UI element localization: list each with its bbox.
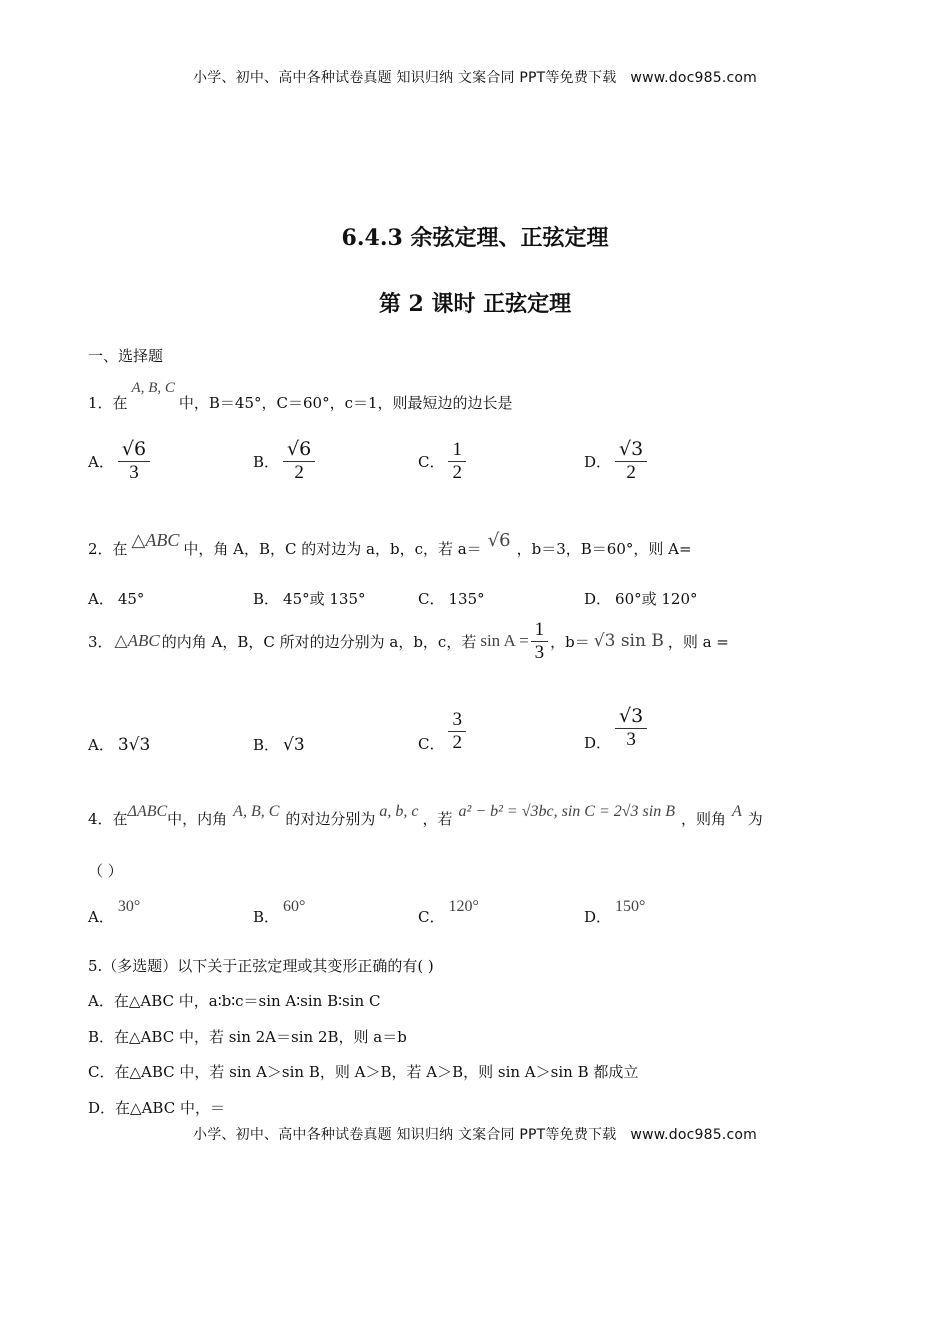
- question-1: 1．在A, B, C中，B＝45°，C＝60°，c＝1，则最短边的边长是: [88, 380, 513, 412]
- q2-option-c[interactable]: C． 135°: [418, 589, 485, 608]
- q4-option-c[interactable]: C． 120°: [418, 897, 479, 926]
- q1-option-c[interactable]: C． $\frac{1}{2}$: [418, 440, 466, 483]
- question-2: 2．在 △ABC 中，角 A，B，C 的对边为 a，b，c，若 a＝ √6 ，b＝3，B＝60°，则 A=: [88, 530, 692, 558]
- page-header: [0, 67, 950, 87]
- footer-url[interactable]: www.doc985.com: [630, 1127, 757, 1143]
- q2-option-d[interactable]: D． 60°或 120°: [584, 590, 698, 608]
- q3-option-b[interactable]: B． √3: [253, 734, 305, 755]
- q1-option-b[interactable]: B． $\frac{√6}{2}$: [253, 440, 315, 483]
- header-url[interactable]: www.doc985.com: [630, 70, 757, 86]
- q3-expr: √3 sin B: [593, 631, 664, 652]
- question-3: 3． △ABC 的内角 A，B，C 所对的边分别为 a，b，c，若 sin A = $\frac{1}{3}$ ，b＝ √3 sin B ，则 a =: [88, 619, 729, 663]
- q4-option-b[interactable]: B． 60°: [253, 897, 306, 926]
- q3-math-triangle: △ABC: [114, 631, 160, 651]
- page-subtitle: 第 2 课时 正弦定理: [378, 291, 572, 317]
- footer-text: 小学、初中、高中各种试卷真题 知识归纳 文案合同 PPT等免费下载: [193, 1127, 617, 1143]
- section-heading: 一、选择题: [88, 347, 164, 365]
- q5-option-a[interactable]: A．在△ABC 中，a∶b∶c＝sin A∶sin B∶sin C: [88, 992, 381, 1010]
- q2-option-a[interactable]: A． 45°: [88, 589, 145, 608]
- page-footer: [0, 1124, 950, 1144]
- q1-option-a[interactable]: A． $\frac{√6}{3}$: [88, 440, 150, 483]
- q2-root-6: √6: [487, 530, 511, 551]
- q3-option-c[interactable]: C． $\frac{3}{2}$: [418, 710, 466, 753]
- q2-option-b[interactable]: B． 45°或 135°: [253, 590, 366, 608]
- q2-math-triangle: △ABC: [131, 530, 180, 550]
- q4-option-a[interactable]: A． 30°: [88, 897, 141, 926]
- q4-option-d[interactable]: D． 150°: [584, 897, 646, 926]
- q5-option-c[interactable]: C．在△ABC 中，若 sin A＞sin B，则 A＞B，若 A＞B，则 sin A＞sin B 都成立: [88, 1063, 639, 1081]
- q1-option-d[interactable]: D． $\frac{√3}{2}$: [584, 440, 647, 483]
- page-title: 6.4.3 余弦定理、正弦定理: [341, 225, 609, 251]
- q3-option-d[interactable]: D． $\frac{√3}{3}$: [584, 707, 647, 750]
- question-5: 5.（多选题）以下关于正弦定理或其变形正确的有( ): [88, 957, 434, 975]
- q5-option-b[interactable]: B．在△ABC 中，若 sin 2A＝sin 2B，则 a＝b: [88, 1028, 407, 1046]
- q4-condition: a² − b² = √3bc, sin C = 2√3 sin B: [458, 803, 675, 820]
- q3-option-a[interactable]: A． 3√3: [88, 734, 151, 755]
- q4-answer-paren: （ ）: [88, 862, 123, 880]
- question-4: 4．在ΔABC中，内角 A, B, C 的对边分别为 a, b, c ，若 a² − b² = √3bc, sin C = 2√3 sin B ，则角 A 为: [88, 803, 763, 828]
- q1-math-abc: A, B, C: [131, 380, 175, 396]
- header-text: 小学、初中、高中各种试卷真题 知识归纳 文案合同 PPT等免费下载: [193, 70, 617, 86]
- q5-option-d[interactable]: D．在△ABC 中，＝: [88, 1099, 225, 1117]
